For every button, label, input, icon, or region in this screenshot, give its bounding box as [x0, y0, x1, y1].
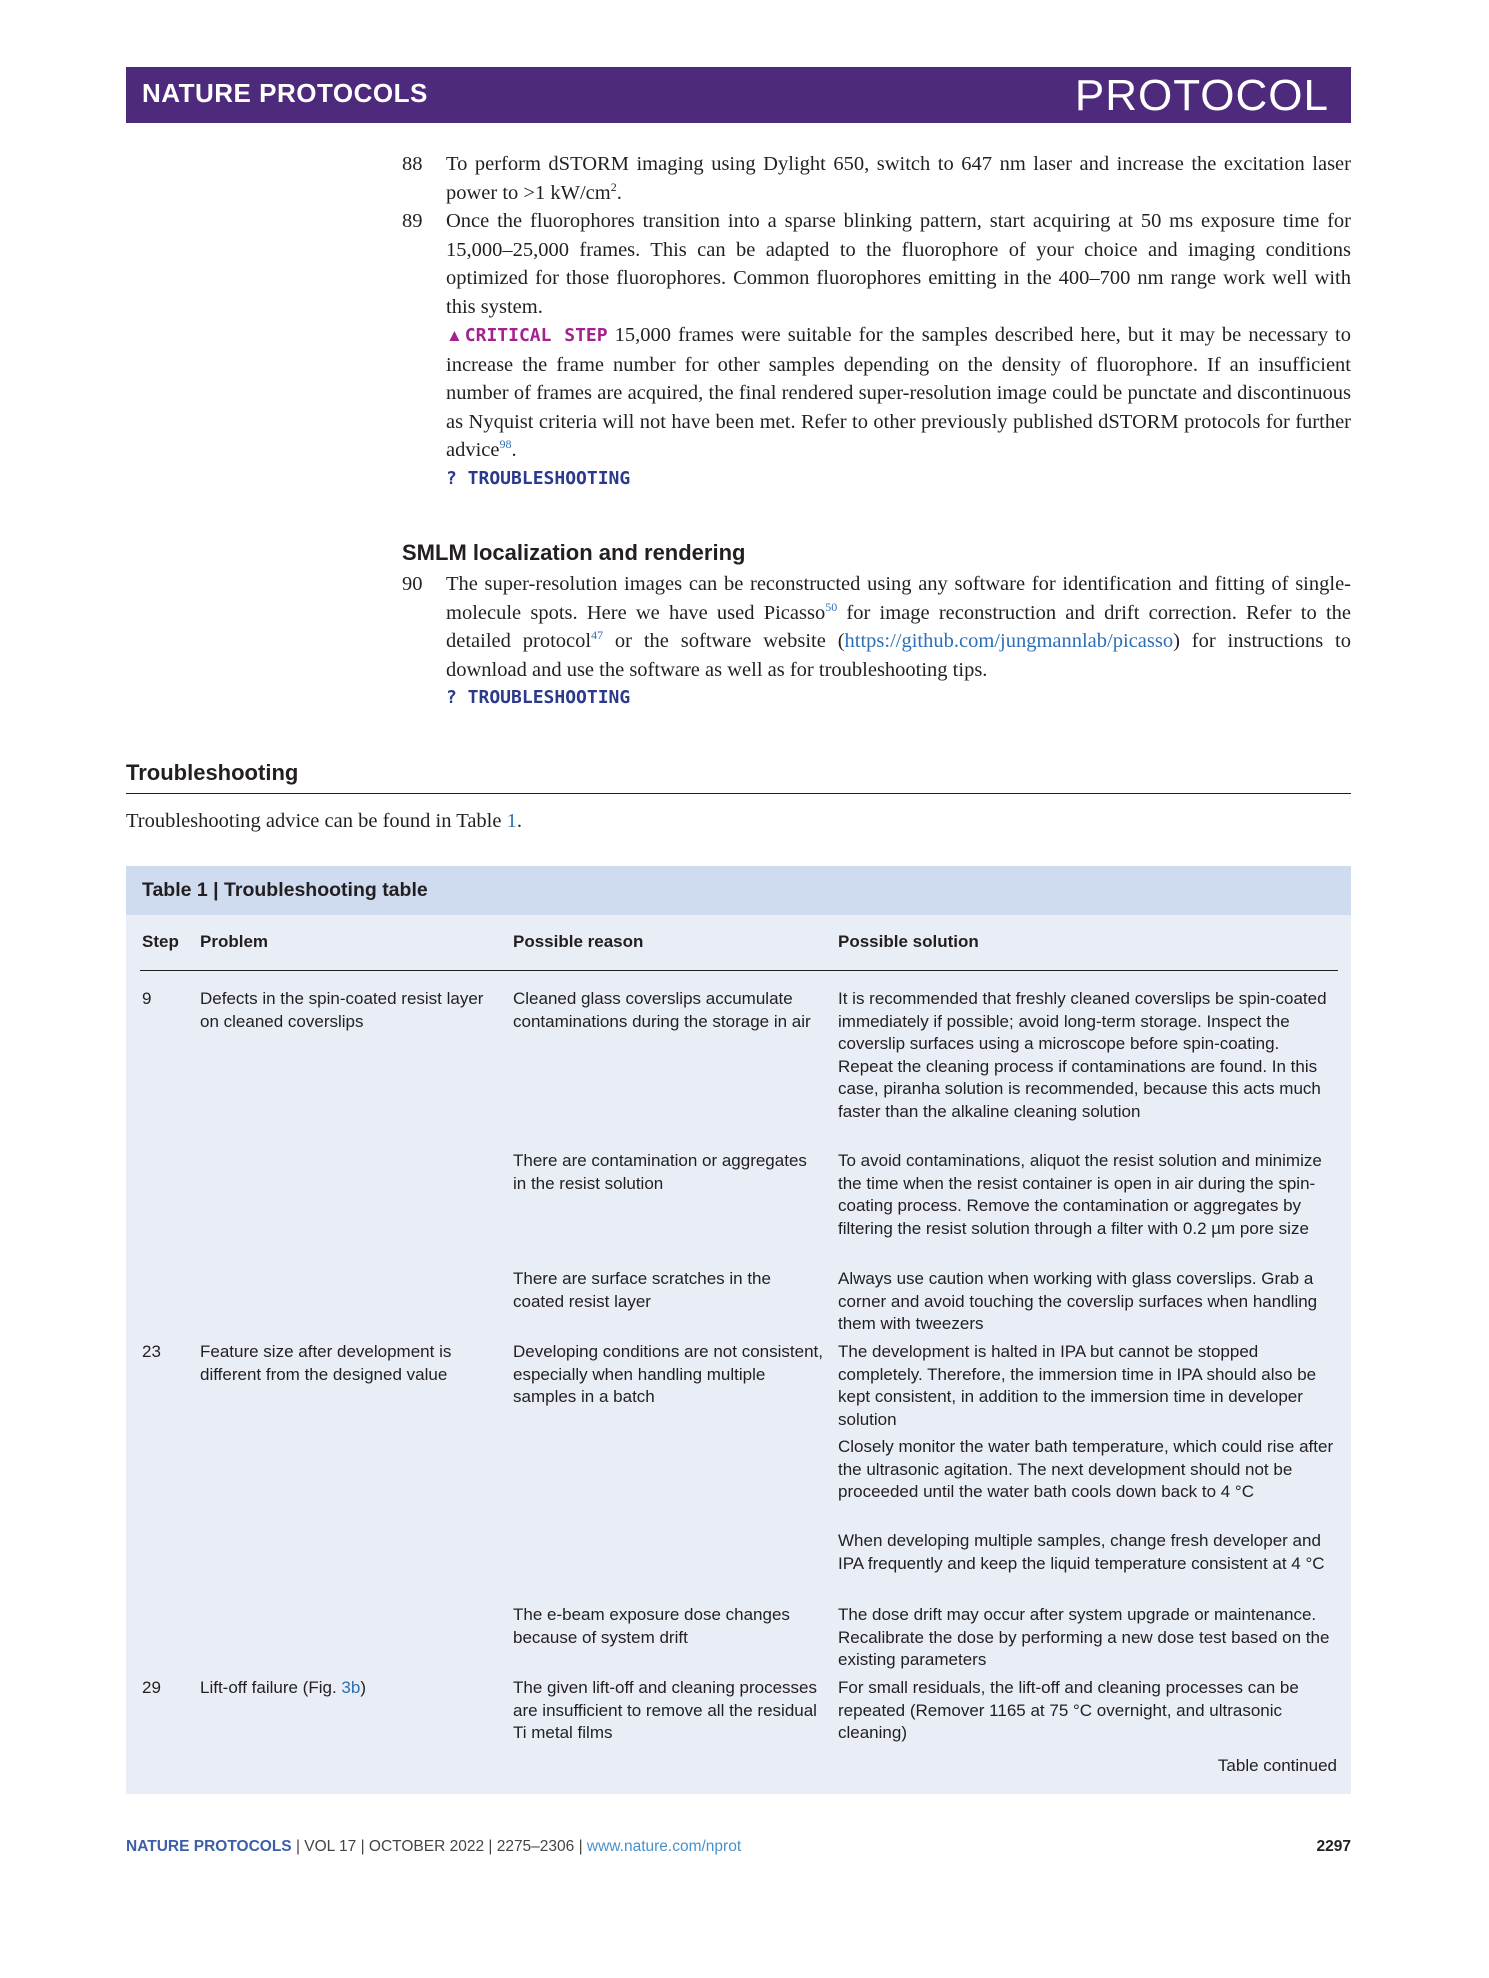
- page-number: 2297: [1316, 1838, 1351, 1855]
- page-footer: [126, 1838, 1351, 1856]
- cell-step: 29: [142, 1678, 161, 1697]
- advice-text-end: .: [516, 810, 522, 832]
- cell-problem: Feature size after development is different from the designed value: [200, 1342, 452, 1384]
- table-title-bar: [126, 866, 1351, 915]
- step-90: [402, 570, 1351, 713]
- cell-reason: Cleaned glass coverslips accumulate contaminations during the storage in air: [513, 989, 811, 1031]
- step-text: or the software website (: [603, 630, 845, 652]
- header-rule: [140, 970, 1338, 971]
- step-tail: .: [616, 181, 622, 204]
- cell-solution: It is recommended that freshly cleaned coverslips be spin-coated immediately if possible; avoid long-term storage. Inspect the coverslip surfaces using a microscope before spin-coating. Repeat the cleaning process if contaminations are found. In this case, piranha solution is recommended, because this acts much faster than the alkaline cleaning solution: [838, 989, 1327, 1121]
- cell-solution: The development is halted in IPA but cannot be stopped completely. Therefore, the immersion time in IPA should also be kept consistent, in addition to the immersion time in developer solution: [838, 1342, 1317, 1429]
- step-text: for image reconstruction and drift correction. Refer to the detailed protocol: [446, 601, 1351, 652]
- cell-problem: Defects in the spin-coated resist layer on cleaned coverslips: [200, 989, 484, 1031]
- journal-name: NATURE PROTOCOLS: [142, 78, 428, 108]
- step-number: 90: [402, 573, 423, 595]
- step-text: Once the fluorophores transition into a sparse blinking pattern, start acquiring at 50 ms exposure time for 15,000–25,000 frames. This can be adapted to the fluorophore of your choice and imaging conditions optimized for those fluorophores. Common fluorophores emitting in the 400–700 nm range work well with this system.: [446, 210, 1351, 318]
- cell-reason: The given lift-off and cleaning processes are insufficient to remove all the residual Ti metal films: [513, 1678, 817, 1742]
- step-88: [402, 150, 1351, 207]
- cell-solution: Always use caution when working with glass coverslips. Grab a corner and avoid touching the coverslip surfaces when handling them with tweezers: [838, 1269, 1318, 1333]
- cell-reason: Developing conditions are not consistent, especially when handling multiple samples in a batch: [513, 1342, 823, 1406]
- critical-step: ▲CRITICAL STEP 15,000 frames were suitable for the samples described here, but it may be necessary to increase the frame number for other samples depending on the density of fluorophore. If an insufficient number of frames are acquired, the final rendered super-resolution image could be punctate and discontinuous as Nyquist criteria will not have been met. Refer to other previously published dSTORM protocols for further advice$^{98}$.: [446, 324, 1351, 461]
- superscript: 2: [610, 179, 617, 194]
- smlm-steps: [402, 570, 1351, 713]
- footer-journal: NATURE PROTOCOLS: [126, 1838, 292, 1855]
- smlm-heading: SMLM localization and rendering: [402, 540, 746, 565]
- cell-solution: For small residuals, the lift-off and cleaning processes can be repeated (Remover 1165 at 75 °C overnight, and ultrasonic cleaning): [838, 1678, 1299, 1742]
- cell-reason: The e-beam exposure dose changes because of system drift: [513, 1605, 790, 1647]
- footer-url-link[interactable]: www.nature.com/nprot: [586, 1838, 742, 1855]
- cell-step: 23: [142, 1342, 161, 1361]
- troubleshooting-link[interactable]: ? TROUBLESHOOTING: [446, 687, 631, 708]
- advice-text: Troubleshooting advice can be found in Table: [126, 810, 507, 832]
- col-header-step: Step: [142, 932, 179, 951]
- step-text: The super-resolution images can be reconstructed using any software for identification and fitting of single-molecule spots. Here we have used Picasso: [446, 573, 1351, 624]
- step-number: 88: [402, 153, 423, 175]
- figure-link[interactable]: 3b: [341, 1678, 361, 1697]
- page-header: [126, 67, 1351, 123]
- footer-meta: | VOL 17 | OCTOBER 2022 | 2275–2306 |: [291, 1838, 587, 1855]
- section-divider: [126, 793, 1351, 794]
- cell-solution: To avoid contaminations, aliquot the resist solution and minimize the time when the resist container is open in air during the spin-coating process. Remove the contamination or aggregates by filtering the resist solution through a filter with 0.2 µm pore size: [838, 1151, 1322, 1238]
- reference-link[interactable]: 50: [825, 599, 838, 614]
- troubleshooting-heading: Troubleshooting: [126, 760, 299, 785]
- table-title: Table 1 | Troubleshooting table: [142, 879, 428, 901]
- software-url-link[interactable]: https://github.com/jungmannlab/picasso: [844, 630, 1174, 652]
- critical-step-label: CRITICAL STEP: [464, 325, 608, 346]
- cell-reason: There are surface scratches in the coated resist layer: [513, 1269, 771, 1311]
- cell-solution: Closely monitor the water bath temperature, which could rise after the ultrasonic agitation. The next development should not be proceeded until the water bath cools down back to 4 °C: [838, 1437, 1334, 1501]
- article-type: PROTOCOL: [1074, 71, 1329, 120]
- problem-text-end: ): [360, 1678, 366, 1697]
- col-header-reason: Possible reason: [513, 932, 644, 951]
- cell-reason: There are contamination or aggregates in the resist solution: [513, 1151, 807, 1193]
- table-link[interactable]: 1: [506, 810, 517, 832]
- cell-solution: When developing multiple samples, change fresh developer and IPA frequently and keep the liquid temperature consistent at 4 °C: [838, 1531, 1325, 1573]
- warning-triangle-icon: ▲: [446, 326, 465, 345]
- cell-solution: The dose drift may occur after system upgrade or maintenance. Recalibrate the dose by performing a new dose test based on the existing parameters: [838, 1605, 1330, 1669]
- step-number: 89: [402, 210, 423, 232]
- table-continued-note: Table continued: [1217, 1756, 1337, 1775]
- cell-problem: [200, 1677, 490, 1700]
- procedure-steps: [402, 150, 1351, 493]
- step-89: [402, 207, 1351, 493]
- step-text: To perform dSTORM imaging using Dylight 650, switch to 647 nm laser and increase the excitation laser power to >1 kW/cm: [446, 153, 1351, 204]
- col-header-problem: Problem: [200, 932, 269, 951]
- troubleshooting-link[interactable]: ? TROUBLESHOOTING: [446, 467, 631, 489]
- troubleshooting-advice: [126, 810, 522, 833]
- step-text: ) for instructions to download and use the software as well as for troubleshooting tips.: [446, 630, 1352, 681]
- problem-text: Lift-off failure (Fig.: [200, 1678, 342, 1697]
- troubleshooting-table: [126, 866, 1351, 1794]
- critical-step-text: 15,000 frames were suitable for the samples described here, but it may be necessary to increase the frame number for other samples depending on the density of fluorophore. If an insufficient number of frames are acquired, the final rendered super-resolution image could be punctate and discontinuous as Nyquist criteria will not have been met. Refer to other previously published dSTORM protocols for further advice: [446, 324, 1351, 461]
- cell-step: 9: [142, 989, 152, 1008]
- col-header-solution: Possible solution: [838, 932, 979, 951]
- reference-link[interactable]: 98: [499, 437, 512, 452]
- reference-link[interactable]: 47: [591, 628, 604, 643]
